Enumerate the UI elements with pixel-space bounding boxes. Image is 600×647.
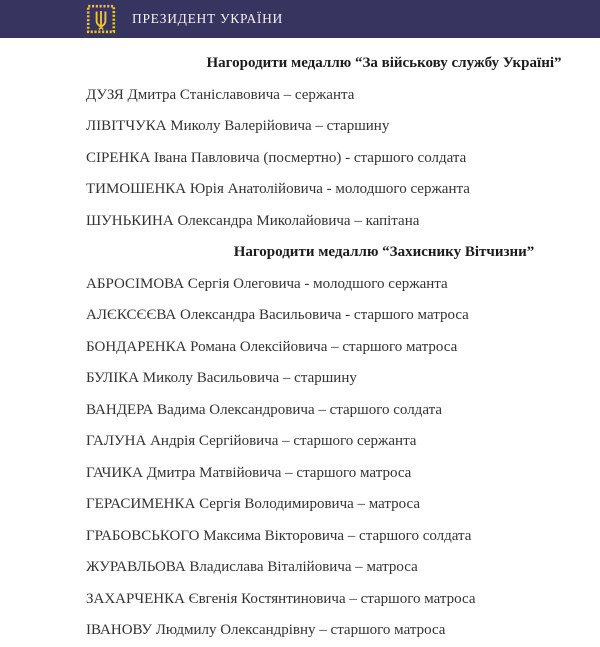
award-list-item: ГАЛУНА Андрія Сергійовича – старшого сержанта <box>86 433 417 449</box>
award-list-item: БУЛІКА Миколу Васильовича – старшину <box>86 370 357 386</box>
award-section-heading: Нагородити медаллю “За військову службу Україні” <box>206 55 562 71</box>
award-list-item: ГРАБОВСЬКОГО Максима Вікторовича – старшого солдата <box>86 527 472 544</box>
award-list-item: ГАЧИКА Дмитра Матвійовича – старшого матроса <box>86 464 412 481</box>
header-brand[interactable] <box>86 4 283 34</box>
award-list-item: ШУНЬКИНА Олександра Миколайовича – капітана <box>86 212 420 229</box>
site-title: ПРЕЗИДЕНТ УКРАЇНИ <box>132 11 283 26</box>
decree-body <box>86 38 600 647</box>
award-list-item: ЛІВІТЧУКА Миколу Валерійовича – старшину <box>86 118 390 134</box>
award-list-item: ЗАХАРЧЕНКА Євгенія Костянтиновича – старшого матроса <box>86 590 476 607</box>
award-list-item: ДУЗЯ Дмитра Станіславовича – сержанта <box>86 86 355 103</box>
award-section-heading: Нагородити медаллю “Захиснику Вітчизни” <box>233 244 535 260</box>
award-list-item: АБРОСІМОВА Сергія Олеговича - молодшого сержанта <box>86 275 448 292</box>
award-list-item: ГЕРАСИМЕНКА Сергія Володимировича – матроса <box>86 496 421 512</box>
award-list-item: ТИМОШЕНКА Юрія Анатолійовича - молодшого сержанта <box>86 181 470 197</box>
award-list-item: СІРЕНКА Івана Павловича (посмертно) - старшого солдата <box>86 149 467 166</box>
award-list-item: ВАНДЕРА Вадима Олександровича – старшого солдата <box>86 401 442 418</box>
presidential-emblem-icon <box>86 4 116 34</box>
award-list-item: ІВАНОВУ Людмилу Олександрівну – старшого матроса <box>86 622 446 638</box>
site-header <box>0 0 600 38</box>
award-list-item: БОНДАРЕНКА Романа Олексійовича – старшого матроса <box>86 338 458 355</box>
award-list-item: АЛЄКСЄЄВА Олександра Васильовича - старшого матроса <box>86 307 469 323</box>
award-list-item: ЖУРАВЛЬОВА Владислава Віталійовича – матроса <box>86 559 418 575</box>
